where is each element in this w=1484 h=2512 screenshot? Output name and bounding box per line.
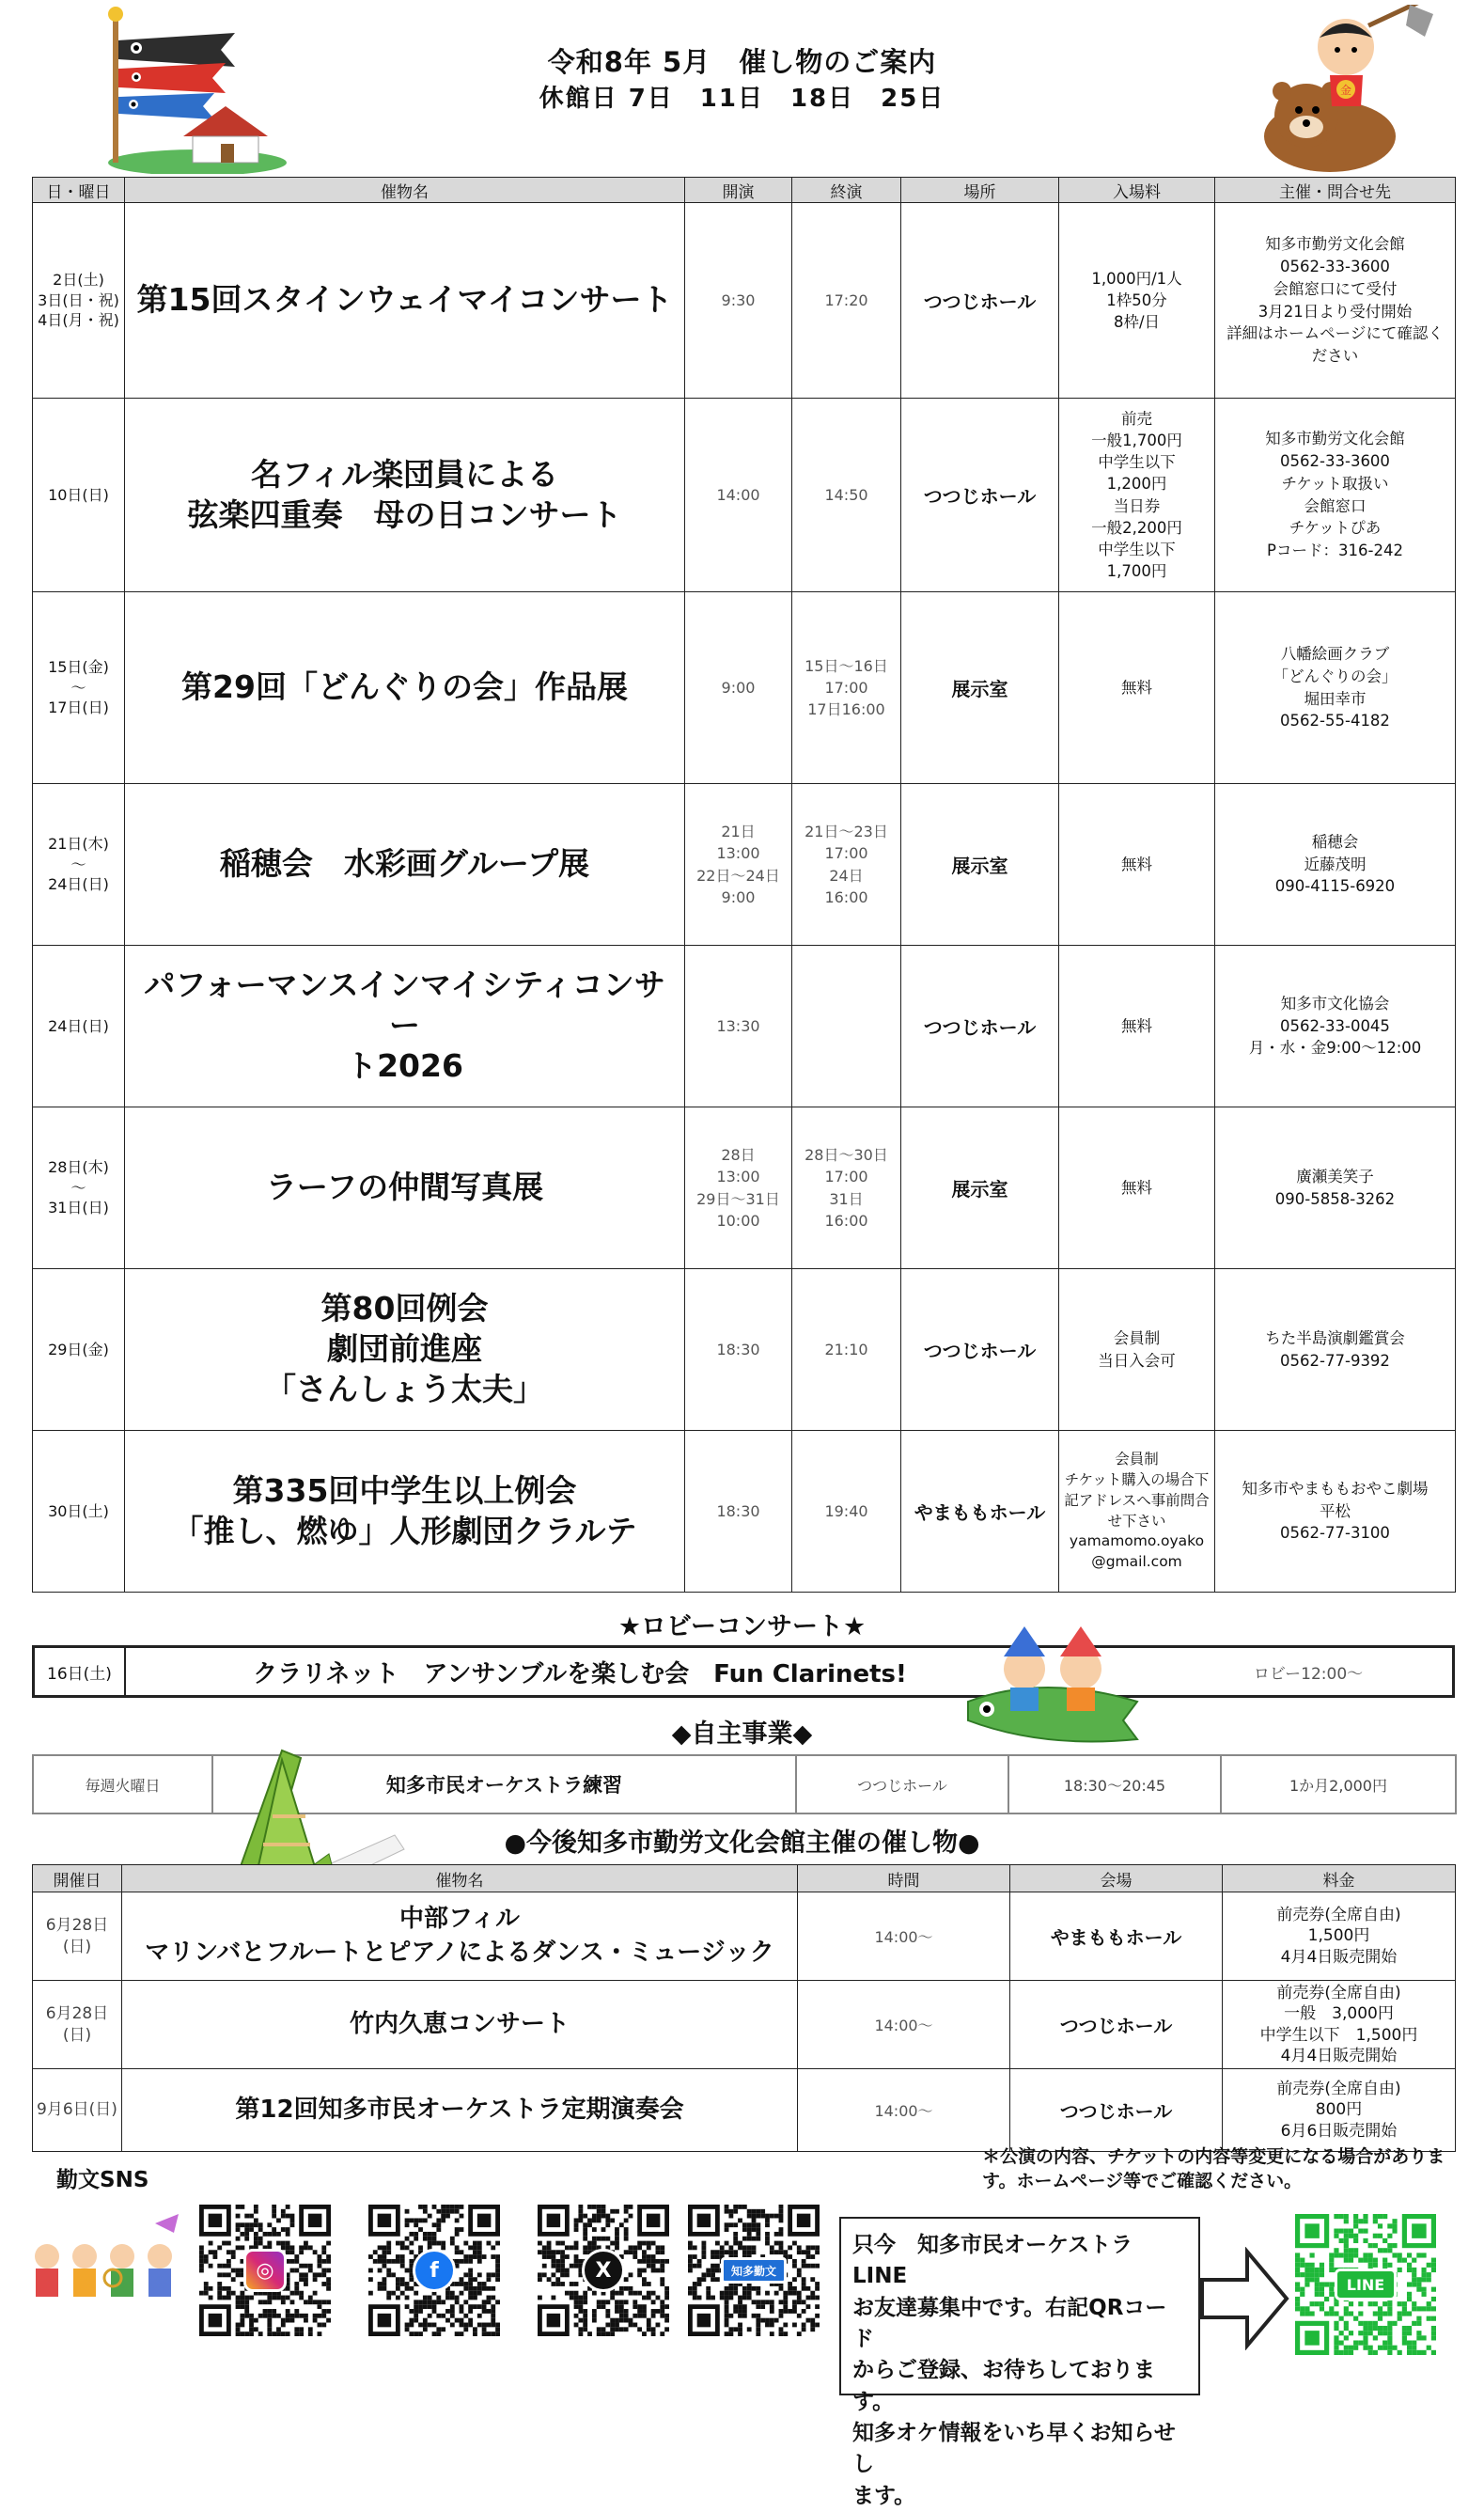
future-events-title: ●今後知多市勤労文化会館主催の催し物● <box>504 1829 980 1858</box>
qr-code-instagram[interactable] <box>199 2205 331 2336</box>
future-place: つつじホール <box>1010 2069 1223 2152</box>
future-fee: 前売券(全席自由) 800円 6月6日販売開始 <box>1223 2069 1456 2152</box>
self-run-title: ◆自主事業◆ <box>671 1719 813 1749</box>
future-col-name: 催物名 <box>122 1865 798 1892</box>
lobby-concert-title: ★ロビーコンサート★ <box>617 1612 867 1641</box>
event-place: やまももホール <box>901 1431 1059 1593</box>
event-contact: 八幡絵画クラブ 「どんぐりの会」 堀田幸市 0562-55-4182 <box>1215 592 1456 784</box>
event-place: 展示室 <box>901 1107 1059 1269</box>
line-invite-box: 只今 知多市民オーケストラ LINE お友達募集中です。右記QRコード からご登録、お待ちしております。 知多オケ情報をいち早くお知らせし ます。 <box>839 2217 1200 2395</box>
future-place: つつじホール <box>1010 1981 1223 2069</box>
future-date: 6月28日 (日) <box>33 1892 122 1981</box>
event-name: 第15回スタインウェイマイコンサート <box>125 203 685 399</box>
svg-text:金: 金 <box>1339 84 1352 97</box>
event-name: 名フィル楽団員による 弦楽四重奏 母の日コンサート <box>125 399 685 592</box>
event-start: 28日 13:00 29日～31日 10:00 <box>685 1107 792 1269</box>
table-row <box>33 1269 1456 1431</box>
event-end: 19:40 <box>792 1431 901 1593</box>
event-start: 13:30 <box>685 946 792 1107</box>
event-name: 第335回中学生以上例会 「推し、燃ゆ」人形劇団クラルテ <box>125 1431 685 1593</box>
event-date: 24日(日) <box>33 946 125 1107</box>
event-fee: 無料 <box>1059 592 1215 784</box>
future-time: 14:00～ <box>798 2069 1010 2152</box>
event-contact: ちた半島演劇鑑賞会 0562-77-9392 <box>1215 1269 1456 1431</box>
future-date: 6月28日 (日) <box>33 1981 122 2069</box>
event-start: 18:30 <box>685 1269 792 1431</box>
qr-code-x[interactable] <box>538 2205 669 2336</box>
band-kids-illustration <box>23 2205 183 2317</box>
event-start: 14:00 <box>685 399 792 592</box>
future-time: 14:00～ <box>798 1981 1010 2069</box>
self-run-fee: 1か月2,000円 <box>1221 1755 1456 1813</box>
kinbun-badge: 知多勤文 <box>721 2257 787 2284</box>
future-header-row <box>33 1865 1456 1892</box>
event-start: 9:30 <box>685 203 792 399</box>
event-place: 展示室 <box>901 784 1059 946</box>
future-col-time: 時間 <box>798 1865 1010 1892</box>
table-row <box>33 203 1456 399</box>
event-contact: 知多市文化協会 0562-33-0045 月・水・金9:00～12:00 <box>1215 946 1456 1107</box>
table-row <box>33 1431 1456 1593</box>
table-row <box>33 1981 1456 2069</box>
table-row <box>33 1892 1456 1981</box>
future-time: 14:00～ <box>798 1892 1010 1981</box>
event-date: 29日(金) <box>33 1269 125 1431</box>
event-name: パフォーマンスインマイシティコンサー ト2026 <box>125 946 685 1107</box>
event-contact: 知多市やまももおやこ劇場 平松 0562-77-3100 <box>1215 1431 1456 1593</box>
table-row <box>33 784 1456 946</box>
table-row <box>33 399 1456 592</box>
event-end: 14:50 <box>792 399 901 592</box>
event-name: 第80回例会 劇団前進座 「さんしょう太夫」 <box>125 1269 685 1431</box>
event-date: 10日(日) <box>33 399 125 592</box>
lobby-time: ロビー12:00～ <box>1253 1664 1364 1684</box>
qr-code-kinbun[interactable] <box>688 2205 820 2336</box>
event-contact: 稲穂会 近藤茂明 090-4115-6920 <box>1215 784 1456 946</box>
future-place: やまももホール <box>1010 1892 1223 1981</box>
col-header-place: 場所 <box>901 178 1059 203</box>
self-run-day: 毎週火曜日 <box>33 1755 212 1813</box>
event-place: 展示室 <box>901 592 1059 784</box>
event-place: つつじホール <box>901 1269 1059 1431</box>
col-header-fee: 入場料 <box>1059 178 1215 203</box>
future-events-table <box>32 1864 1456 2152</box>
page-title: 令和8年 5月 催し物のご案内 <box>547 46 937 78</box>
x-icon: X <box>582 2249 625 2292</box>
lobby-concert-box <box>32 1645 1455 1698</box>
event-end <box>792 946 901 1107</box>
col-header-contact: 主催・問合せ先 <box>1215 178 1456 203</box>
sns-title: 勤文SNS <box>56 2168 149 2192</box>
event-date: 2日(土) 3日(日・祝) 4日(月・祝) <box>33 203 125 399</box>
table-row <box>33 2069 1456 2152</box>
future-name: 第12回知多市民オーケストラ定期演奏会 <box>122 2069 798 2152</box>
future-col-fee: 料金 <box>1223 1865 1456 1892</box>
future-name: 竹内久恵コンサート <box>122 1981 798 2069</box>
closed-days: 休館日 7日 11日 18日 25日 <box>539 85 945 113</box>
event-name: 第29回「どんぐりの会」作品展 <box>125 592 685 784</box>
event-name: ラーフの仲間写真展 <box>125 1107 685 1269</box>
schedule-header-row <box>33 178 1456 203</box>
event-end: 17:20 <box>792 203 901 399</box>
future-fee: 前売券(全席自由) 一般 3,000円 中学生以下 1,500円 4月4日販売開始 <box>1223 1981 1456 2069</box>
table-row <box>33 1107 1456 1269</box>
col-header-end: 終演 <box>792 178 901 203</box>
event-place: つつじホール <box>901 203 1059 399</box>
event-fee: 1,000円/1人 1枠50分 8枠/日 <box>1059 203 1215 399</box>
change-notice: ＊公演の内容、チケットの内容等変更になる場合があります。ホームページ等でご確認ください。 <box>982 2146 1445 2191</box>
event-start: 18:30 <box>685 1431 792 1593</box>
event-date: 15日(金) ～ 17日(日) <box>33 592 125 784</box>
event-date: 21日(木) ～ 24日(日) <box>33 784 125 946</box>
arrow-right-icon <box>1200 2247 1289 2350</box>
future-name: 中部フィル マリンバとフルートとピアノによるダンス・ミュージック <box>122 1892 798 1981</box>
event-contact: 知多市勤労文化会館 0562-33-3600 チケット取扱い 会館窓口 チケットぴあ Pコード：316-242 <box>1215 399 1456 592</box>
schedule-table <box>32 177 1456 1593</box>
event-place: つつじホール <box>901 399 1059 592</box>
lobby-event-name: クラリネット アンサンブルを楽しむ会 Fun Clarinets! <box>253 1659 907 1688</box>
event-start: 9:00 <box>685 592 792 784</box>
future-date: 9月6日(日) <box>33 2069 122 2152</box>
event-fee: 無料 <box>1059 946 1215 1107</box>
event-fee: 無料 <box>1059 784 1215 946</box>
future-col-date: 開催日 <box>33 1865 122 1892</box>
self-run-time: 18:30～20:45 <box>1008 1755 1221 1813</box>
event-name: 稲穂会 水彩画グループ展 <box>125 784 685 946</box>
event-end: 21日～23日 17:00 24日 16:00 <box>792 784 901 946</box>
event-place: つつじホール <box>901 946 1059 1107</box>
event-fee: 前売 一般1,700円 中学生以下 1,200円 当日券 一般2,200円 中学生以下 1,700円 <box>1059 399 1215 592</box>
col-header-date: 日・曜日 <box>33 178 125 203</box>
qr-code-facebook[interactable] <box>368 2205 500 2336</box>
event-fee: 無料 <box>1059 1107 1215 1269</box>
instagram-icon: ◎ <box>243 2249 287 2292</box>
event-end: 21:10 <box>792 1269 901 1431</box>
table-row <box>33 946 1456 1107</box>
future-fee: 前売券(全席自由) 1,500円 4月4日販売開始 <box>1223 1892 1456 1981</box>
col-header-name: 催物名 <box>125 178 685 203</box>
event-fee: 会員制 当日入会可 <box>1059 1269 1215 1431</box>
event-fee: 会員制 チケット購入の場合下記アドレスへ事前問合せ下さい yamamomo.oyako @gmail.com <box>1059 1431 1215 1593</box>
table-row <box>33 592 1456 784</box>
event-end: 15日～16日 17:00 17日16:00 <box>792 592 901 784</box>
lobby-date: 16日(土) <box>35 1648 126 1695</box>
event-contact: 廣瀬美笑子 090-5858-3262 <box>1215 1107 1456 1269</box>
event-start: 21日 13:00 22日～24日 9:00 <box>685 784 792 946</box>
event-date: 28日(木) ～ 31日(日) <box>33 1107 125 1269</box>
facebook-icon: f <box>413 2249 456 2292</box>
line-icon: LINE <box>1335 2269 1397 2300</box>
future-col-place: 会場 <box>1010 1865 1223 1892</box>
col-header-start: 開演 <box>685 178 792 203</box>
qr-code-line[interactable] <box>1295 2214 1436 2355</box>
event-contact: 知多市勤労文化会館 0562-33-3600 会館窓口にて受付 3月21日より受付開始 詳細はホームページにて確認ください <box>1215 203 1456 399</box>
event-date: 30日(土) <box>33 1431 125 1593</box>
event-end: 28日～30日 17:00 31日 16:00 <box>792 1107 901 1269</box>
self-run-place: つつじホール <box>796 1755 1008 1813</box>
self-run-name: 知多市民オーケストラ練習 <box>212 1755 796 1813</box>
